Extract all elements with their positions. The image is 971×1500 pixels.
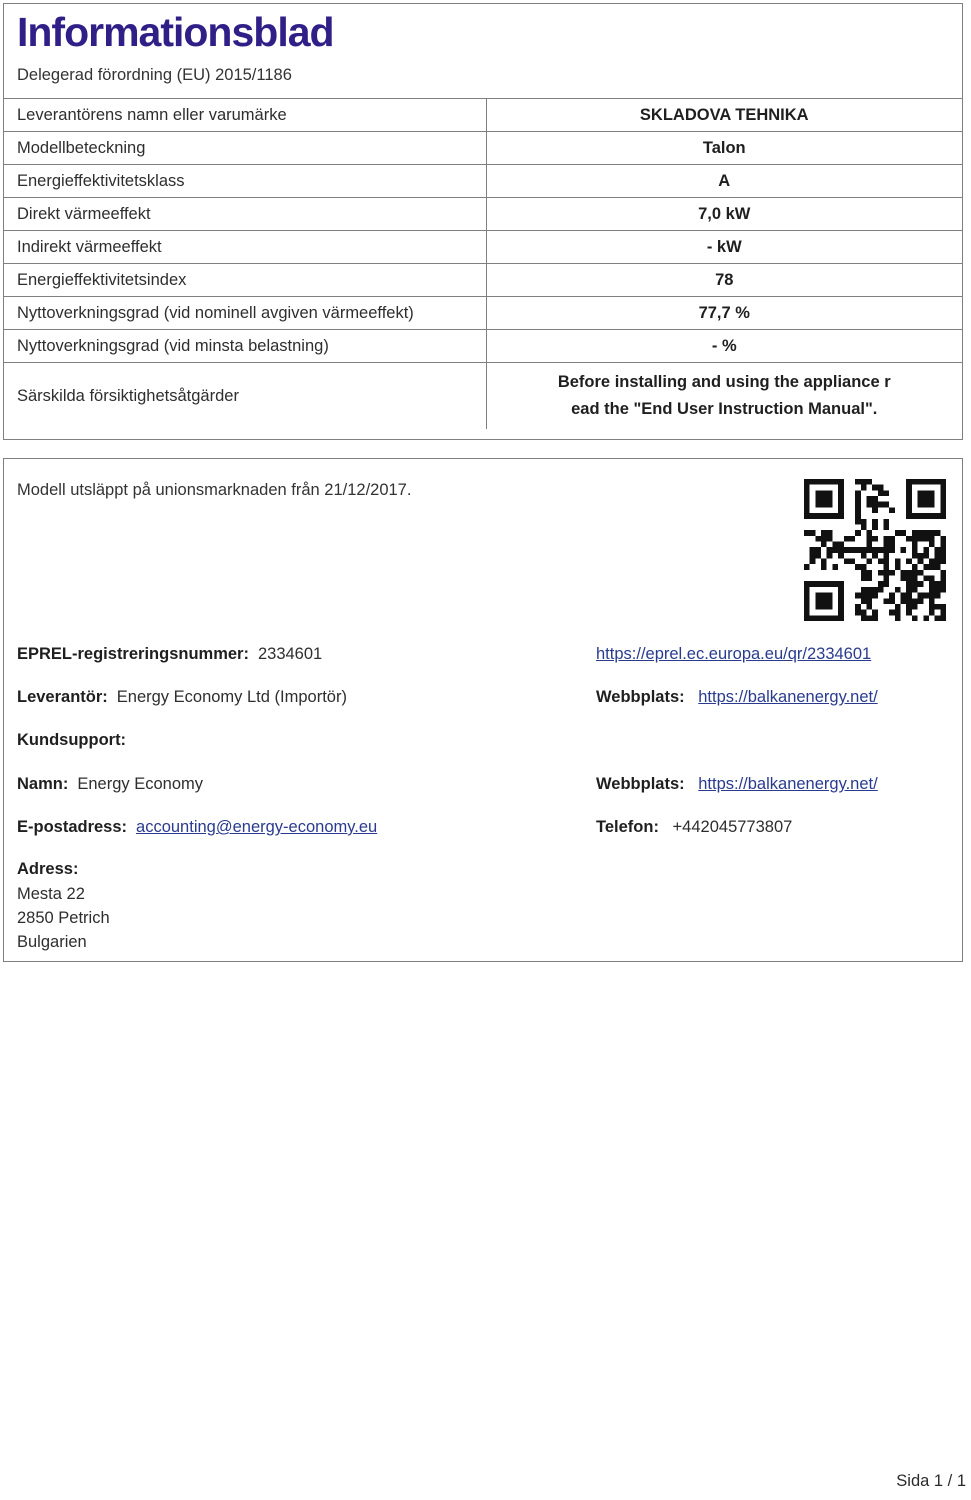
spec-section [3,3,963,440]
eprel-link[interactable]: https://eprel.ec.europa.eu/qr/2334601 [596,645,872,663]
table-row [4,264,962,297]
address-line-city: 2850 Petrich [17,909,110,927]
precaution-line-1: Before installing and using the appliance r [557,373,891,392]
spec-value: - kW [486,231,962,264]
spec-value: 77,7 % [486,297,962,330]
spec-table [4,98,962,429]
website-label: Webbplats: [596,688,685,706]
spec-value: - % [486,330,962,363]
supplier-website-link[interactable]: https://balkanenergy.net/ [698,688,878,706]
spec-value: A [486,165,962,198]
precaution-line-2: ead the "End User Instruction Manual". [571,400,878,419]
spec-label: Modellbeteckning [4,132,486,165]
table-row [4,297,962,330]
market-date-note: Modell utsläppt på unionsmarknaden från 21/12/2017. [17,481,412,499]
table-row [4,132,962,165]
address-label: Adress: [17,860,79,878]
spec-value: Talon [486,132,962,165]
email-link[interactable]: accounting@energy-economy.eu [136,818,378,836]
spec-label: Direkt värmeeffekt [4,198,486,231]
address-line-country: Bulgarien [17,933,87,951]
eprel-row [17,643,949,665]
support-website-link[interactable]: https://balkanenergy.net/ [698,775,878,793]
phone-number: +442045773807 [672,818,793,836]
spec-value [486,363,962,430]
eprel-label: EPREL-registreringsnummer: [17,645,249,663]
spec-label: Leverantörens namn eller varumärke [4,99,486,132]
email-row [17,816,949,838]
table-row [4,99,962,132]
spec-label: Indirekt värmeeffekt [4,231,486,264]
spec-label: Särskilda försiktighetsåtgärder [4,363,486,430]
page-number: Sida 1 / 1 [896,1472,966,1490]
spec-label: Nyttoverkningsgrad (vid minsta belastning) [4,330,486,363]
eprel-number: 2334601 [257,645,323,663]
phone-label: Telefon: [596,818,659,836]
website-label: Webbplats: [596,775,685,793]
table-row [4,231,962,264]
spec-value: SKLADOVA TEHNIKA [486,99,962,132]
spec-value: 7,0 kW [486,198,962,231]
address-line-street: Mesta 22 [17,885,85,903]
spec-label: Nyttoverkningsgrad (vid nominell avgiven värmeeffekt) [4,297,486,330]
table-row [4,198,962,231]
contact-section [3,458,963,962]
page-title: Informationsblad [17,9,334,55]
qr-code-icon [804,479,946,621]
support-label: Kundsupport: [17,731,127,749]
support-name: Energy Economy [77,775,203,793]
supplier-label: Leverantör: [17,688,108,706]
spec-value: 78 [486,264,962,297]
regulation-subtitle: Delegerad förordning (EU) 2015/1186 [17,66,292,85]
supplier-name: Energy Economy Ltd (Importör) [116,688,347,706]
table-row [4,165,962,198]
support-name-row [17,773,949,795]
table-row [4,363,962,430]
address-heading-row [17,858,949,880]
support-heading-row [17,729,949,751]
name-label: Namn: [17,775,69,793]
supplier-row [17,686,949,708]
email-label: E-postadress: [17,818,128,836]
table-row [4,330,962,363]
spec-label: Energieffektivitetsklass [4,165,486,198]
spec-label: Energieffektivitetsindex [4,264,486,297]
